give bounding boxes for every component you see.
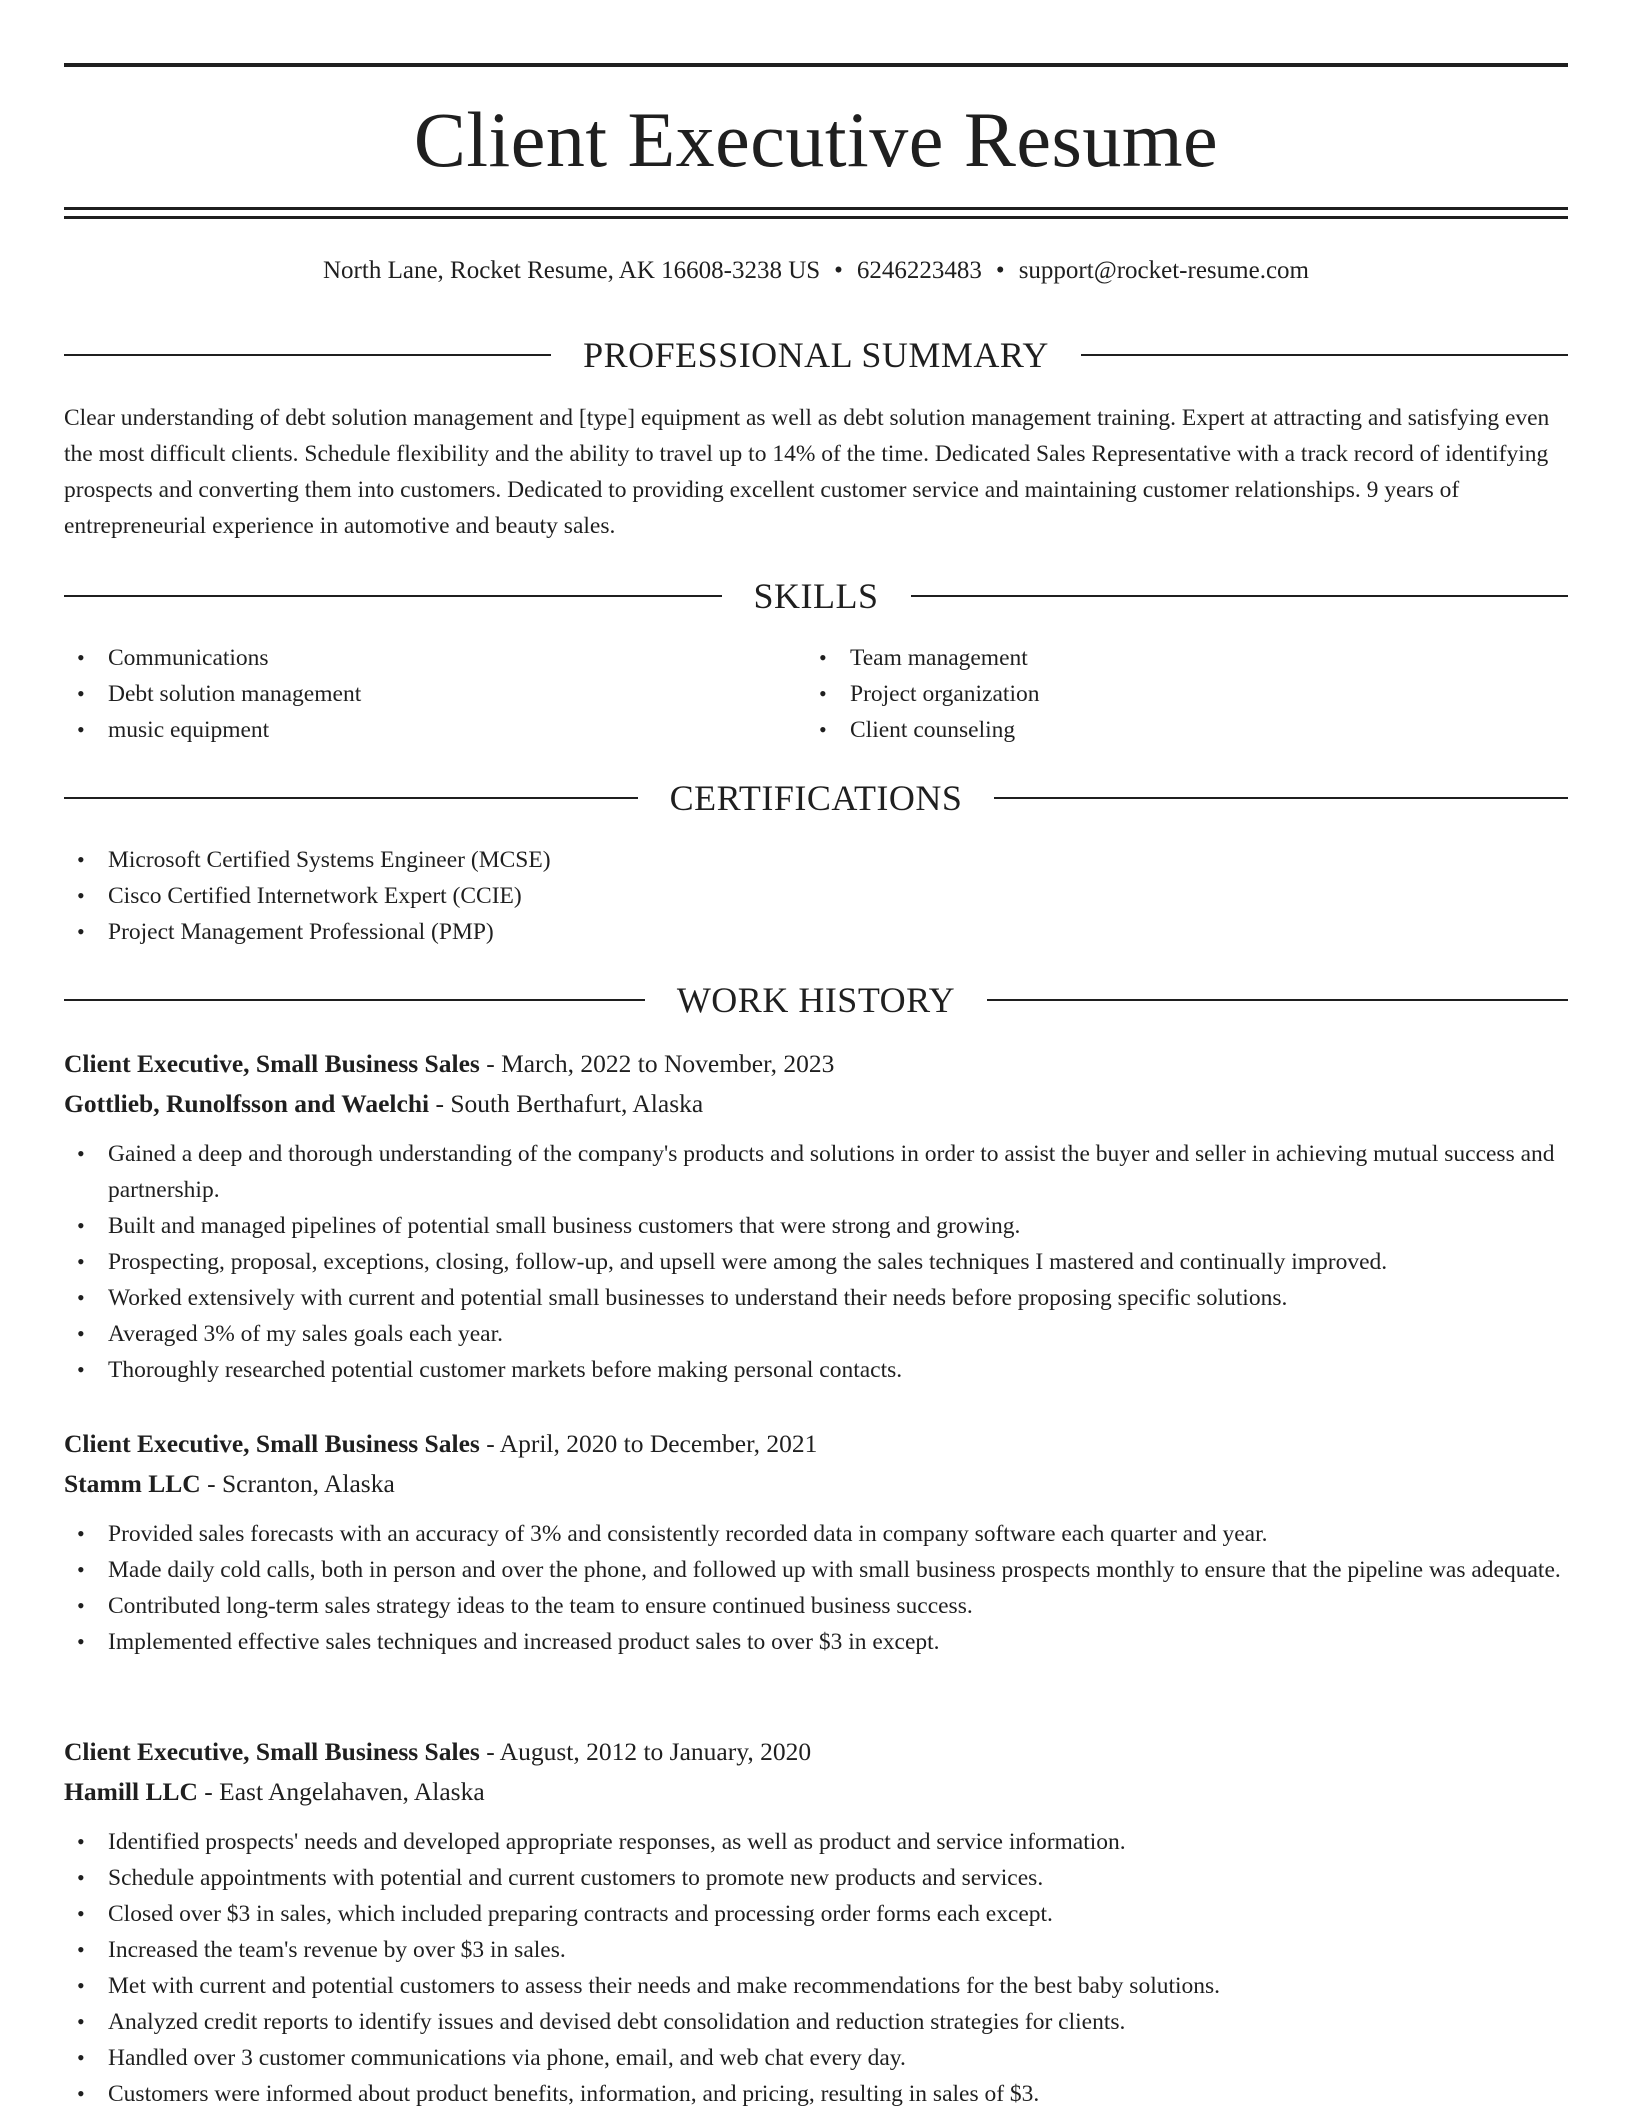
job-bullet: • Provided sales forecasts with an accuracy of 3% and consistently recorded data in company software each quarter and year.	[64, 1516, 1568, 1552]
job-bullets	[64, 1516, 1568, 1660]
section-rule	[994, 797, 1568, 799]
job-bullet: • Worked extensively with current and potential small businesses to understand their needs before proposing specific solutions.	[64, 1280, 1568, 1316]
certification-item: • Microsoft Certified Systems Engineer (MCSE)	[64, 842, 1568, 878]
section-header-skills	[64, 574, 1568, 618]
job-company: Gottlieb, Runolfsson and Waelchi	[64, 1089, 430, 1118]
section-title: PROFESSIONAL SUMMARY	[583, 335, 1049, 375]
section-rule	[64, 595, 722, 597]
section-header-certifications	[64, 776, 1568, 820]
job-title-line	[64, 1044, 1568, 1084]
job-dates: - March, 2022 to November, 2023	[479, 1049, 835, 1078]
job-title-line	[64, 1732, 1568, 1772]
job-bullet: • Made daily cold calls, both in person and over the phone, and followed up with small business prospects monthly to ensure that the pipeline was adequate.	[64, 1552, 1568, 1588]
job-entry	[64, 1732, 1568, 2112]
job-title: Client Executive, Small Business Sales	[64, 1049, 480, 1078]
job-company-line	[64, 1084, 1568, 1124]
job-bullet: • Averaged 3% of my sales goals each year.	[64, 1316, 1568, 1352]
job-company-line	[64, 1464, 1568, 1504]
skill-item: • Team management	[806, 640, 1039, 676]
section-rule	[64, 999, 645, 1001]
section-rule	[64, 354, 551, 356]
contact-email: support@rocket-resume.com	[1018, 257, 1309, 284]
job-bullet: • Prospecting, proposal, exceptions, closing, follow-up, and upsell were among the sales techniques I mastered and continually improved.	[64, 1244, 1568, 1280]
contact-line	[64, 254, 1568, 288]
job-company-line	[64, 1772, 1568, 1812]
job-bullets	[64, 1824, 1568, 2112]
top-rule	[64, 63, 1568, 67]
job-location: - East Angelahaven, Alaska	[197, 1777, 485, 1806]
skill-item: • Communications	[64, 640, 361, 676]
title-rule-lower	[64, 216, 1568, 219]
section-header-work-history	[64, 978, 1568, 1022]
contact-separator: •	[834, 257, 843, 284]
title-rule-upper	[64, 207, 1568, 210]
job-location: - Scranton, Alaska	[200, 1469, 395, 1498]
job-bullet: • Handled over 3 customer communications via phone, email, and web chat every day.	[64, 2040, 1568, 2076]
section-rule	[987, 999, 1568, 1001]
skill-item: • Debt solution management	[64, 676, 361, 712]
job-bullet: • Schedule appointments with potential and current customers to promote new products and services.	[64, 1860, 1568, 1896]
job-bullet: • Identified prospects' needs and developed appropriate responses, as well as product and service information.	[64, 1824, 1568, 1860]
section-title: CERTIFICATIONS	[669, 778, 963, 818]
job-bullet: • Implemented effective sales techniques and increased product sales to over $3 in except.	[64, 1624, 1568, 1660]
job-location: - South Berthafurt, Alaska	[429, 1089, 704, 1118]
section-title: SKILLS	[753, 576, 879, 616]
page-title: Client Executive Resume	[413, 96, 1219, 183]
section-title: WORK HISTORY	[676, 980, 956, 1020]
job-bullet: • Customers were informed about product benefits, information, and pricing, resulting in sales of $3.	[64, 2076, 1568, 2112]
job-dates: - April, 2020 to December, 2021	[479, 1429, 818, 1458]
job-bullet: • Gained a deep and thorough understanding of the company's products and solutions in order to assist the buyer and seller in achieving mutual success and partnership.	[64, 1136, 1568, 1208]
job-bullet: • Increased the team's revenue by over $3 in sales.	[64, 1932, 1568, 1968]
job-entry	[64, 1424, 1568, 1660]
job-bullet: • Analyzed credit reports to identify issues and devised debt consolidation and reduction strategies for clients.	[64, 2004, 1568, 2040]
section-header-summary	[64, 333, 1568, 377]
job-bullets	[64, 1136, 1568, 1388]
certification-item: • Cisco Certified Internetwork Expert (CCIE)	[64, 878, 1568, 914]
contact-phone: 6246223483	[856, 257, 982, 284]
job-title: Client Executive, Small Business Sales	[64, 1737, 480, 1766]
skills-list-left	[64, 640, 361, 748]
certification-item: • Project Management Professional (PMP)	[64, 914, 1568, 950]
contact-separator: •	[995, 257, 1005, 284]
job-company: Hamill LLC	[64, 1777, 198, 1806]
job-bullet: • Contributed long-term sales strategy ideas to the team to ensure continued business success.	[64, 1588, 1568, 1624]
job-dates: - August, 2012 to January, 2020	[479, 1737, 812, 1766]
job-bullet: • Thoroughly researched potential customer markets before making personal contacts.	[64, 1352, 1568, 1388]
skills-list-right	[806, 640, 1039, 748]
summary-text: Clear understanding of debt solution management and [type] equipment as well as debt solution management training. Expert at attracting and satisfying even the most difficult clients. Schedule flexibility and the ability to travel up to 14% of the time. Dedicated Sales Representative with a track record of identifying prospects and converting them into customers. Dedicated to providing excellent customer service and maintaining customer relationships. 9 years of entrepreneurial experience in automotive and beauty sales.	[64, 405, 1550, 539]
skill-item: • music equipment	[64, 712, 361, 748]
contact-address: North Lane, Rocket Resume, AK 16608-3238 US	[323, 257, 821, 284]
job-bullet: • Closed over $3 in sales, which included preparing contracts and processing order forms each except.	[64, 1896, 1568, 1932]
job-entry	[64, 1044, 1568, 1388]
section-rule	[911, 595, 1569, 597]
section-rule	[64, 797, 638, 799]
job-company: Stamm LLC	[64, 1469, 201, 1498]
job-title: Client Executive, Small Business Sales	[64, 1429, 480, 1458]
certifications-list	[64, 842, 1568, 950]
job-bullet: • Built and managed pipelines of potential small business customers that were strong and growing.	[64, 1208, 1568, 1244]
skill-item: • Project organization	[806, 676, 1039, 712]
skill-item: • Client counseling	[806, 712, 1039, 748]
job-bullet: • Met with current and potential customers to assess their needs and make recommendations for the best baby solutions.	[64, 1968, 1568, 2004]
section-rule	[1081, 354, 1568, 356]
job-title-line	[64, 1424, 1568, 1464]
